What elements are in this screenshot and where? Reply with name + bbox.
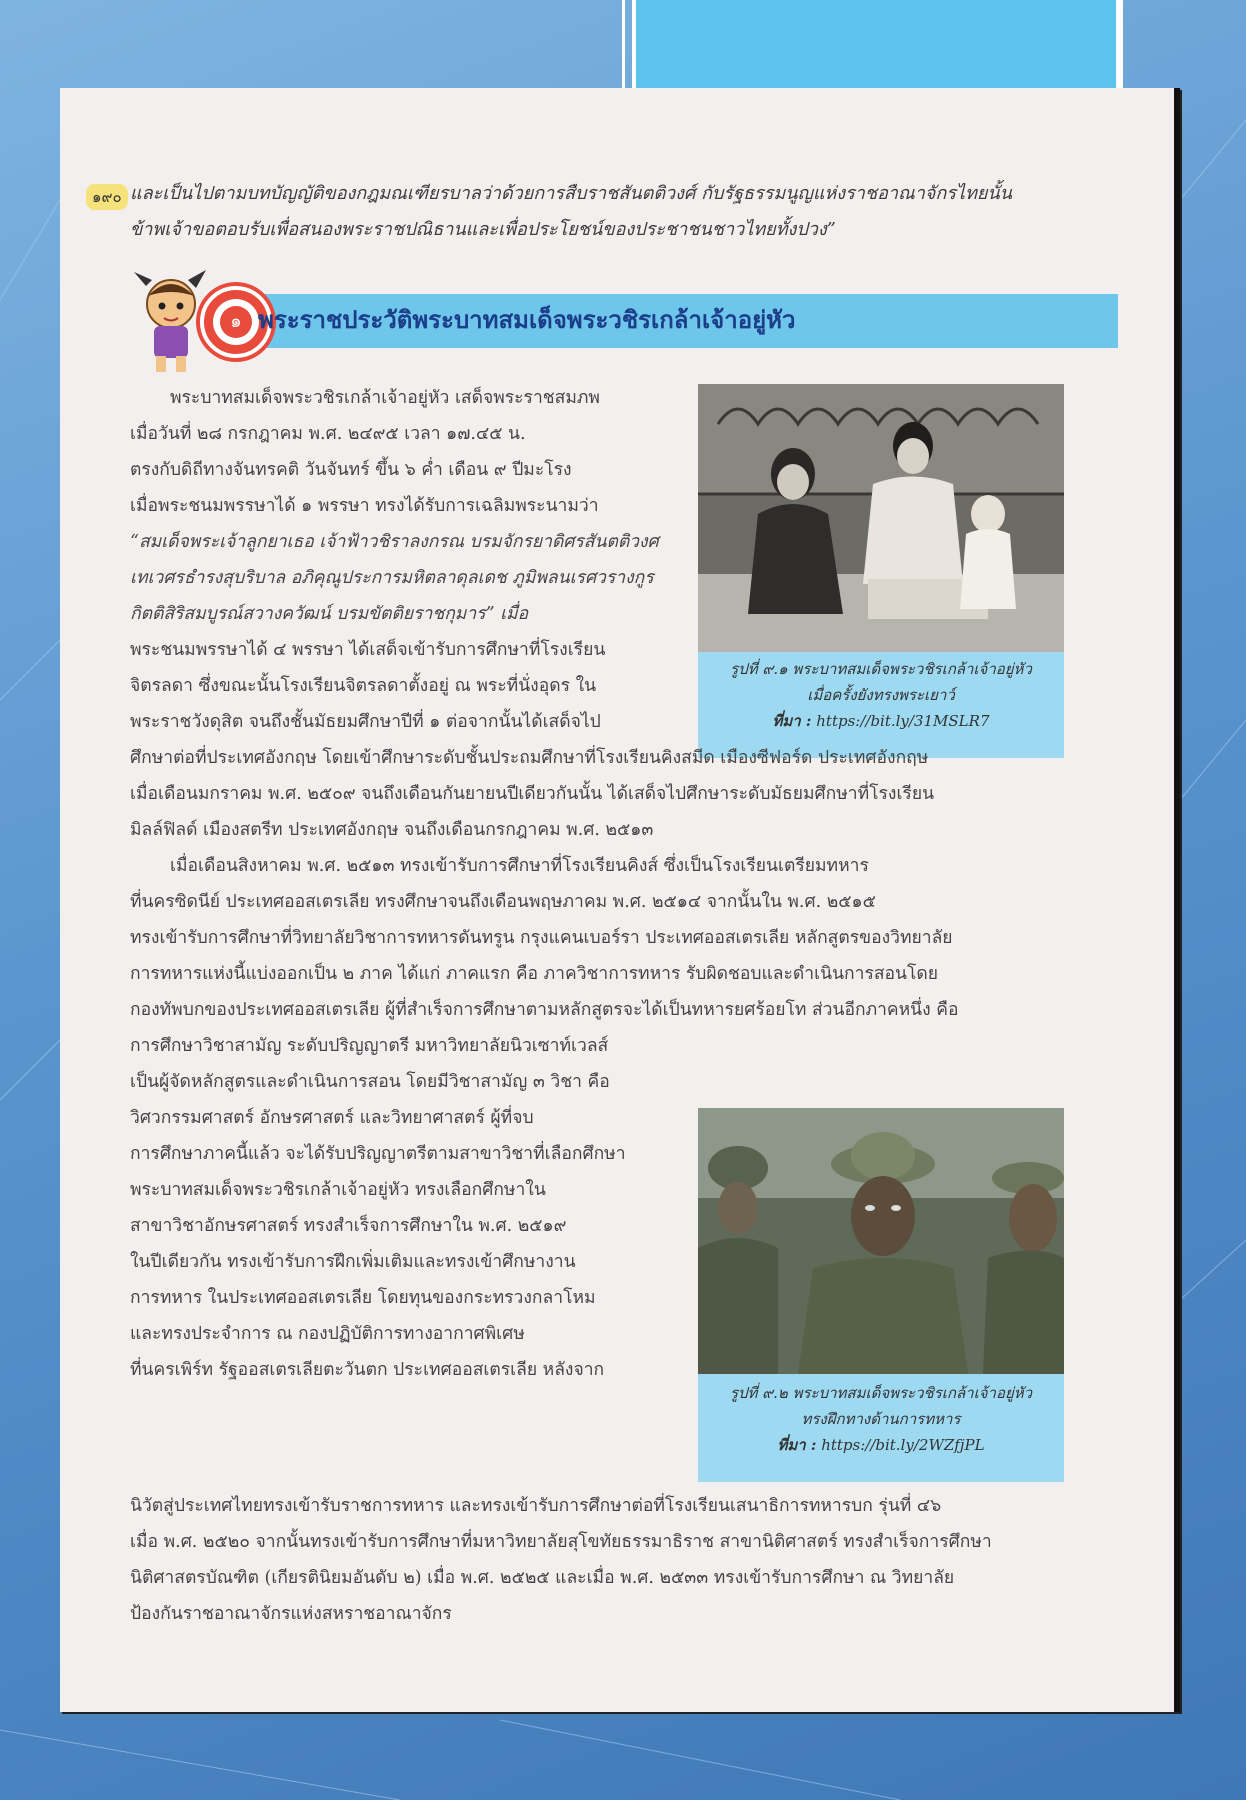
page-number: ๑๙๐ [86,184,128,210]
intro-quote [130,176,1120,248]
text-line: นิติศาสตรบัณฑิต (เกียรตินิยมอันดับ ๒) เมื่อ พ.ศ. ๒๕๒๕ และเมื่อ พ.ศ. ๒๕๓๓ ทรงเข้ารับการศึกษา ณ วิทยาลัย [130,1568,955,1588]
text-line: เมื่อวันที่ ๒๘ กรกฎาคม พ.ศ. ๒๔๙๕ เวลา ๑๗.๔๕ น. [130,424,526,444]
text-line: และทรงประจำการ ณ กองปฏิบัติการทางอากาศพิเศษ [130,1324,525,1344]
text-line: ที่นครเพิร์ท รัฐออสเตรเลียตะวันตก ประเทศออสเตรเลีย หลังจาก [130,1360,605,1380]
source-link[interactable]: https://bit.ly/31MSLR7 [816,712,990,730]
text-line: ทรงเข้ารับการศึกษาที่วิทยาลัยวิชาการทหารดันทรูน กรุงแคนเบอร์รา ประเทศออสเตรเลีย หลักสูตรของวิทยาลัย [130,928,953,948]
text-line: ป้องกันราชอาณาจักรแห่งสหราชอาณาจักร [130,1604,452,1624]
textbook-page [60,88,1180,1712]
text-line: จิตรลดา ซึ่งขณะนั้นโรงเรียนจิตรลดาตั้งอยู่ ณ พระที่นั่งอุดร ใน [130,676,597,696]
caption-source [698,1432,1064,1458]
text-line: ศึกษาต่อที่ประเทศอังกฤษ โดยเข้าศึกษาระดับชั้นประถมศึกษาที่โรงเรียนคิงสมีด เมืองซีฟอร์ด ประเทศอังกฤษ [130,748,929,768]
text-line: พระบาทสมเด็จพระวชิรเกล้าเจ้าอยู่หัว เสด็จพระราชสมภพ [170,388,600,408]
text-line: การทหารแห่งนี้แบ่งออกเป็น ๒ ภาค ได้แก่ ภาคแรก คือ ภาควิชาการทหาร รับผิดชอบและดำเนินการสอนโดย [130,964,939,984]
figure-1-caption [698,656,1064,734]
intro-line: ข้าพเจ้าขอตอบรับเพื่อสนองพระราชปณิธานและเพื่อประโยชน์ของประชาชนชาวไทยทั้งปวง” [130,219,836,240]
paragraph-2-column [130,1028,670,1388]
text-line: เมื่อ พ.ศ. ๒๕๒๐ จากนั้นทรงเข้ารับการศึกษาที่มหาวิทยาลัยสุโขทัยธรรมาธิราช สาขานิติศาสตร์ ทรงสำเร็จการศึกษา [130,1532,992,1552]
source-label: ที่มา : [777,1436,817,1454]
source-label: ที่มา : [772,712,812,730]
military-training-photo [698,1108,1064,1374]
figure-2-caption [698,1380,1064,1458]
text-line: วิศวกรรมศาสตร์ อักษรศาสตร์ และวิทยาศาสตร์ ผู้ที่จบ [130,1108,534,1128]
text-line: กองทัพบกของประเทศออสเตรเลีย ผู้ที่สำเร็จการศึกษาตามหลักสูตรจะได้เป็นทหารยศร้อยโท ส่วนอีกภาคหนึ่ง คือ [130,1000,959,1020]
text-line: การศึกษาภาคนี้แล้ว จะได้รับปริญญาตรีตามสาขาวิชาที่เลือกศึกษา [130,1144,626,1164]
text-line: การทหาร ในประเทศออสเตรเลีย โดยทุนของกระทรวงกลาโหม [130,1288,596,1308]
paragraph-2 [130,848,1120,1028]
text-line: เมื่อเดือนมกราคม พ.ศ. ๒๕๐๙ จนถึงเดือนกันยายนปีเดียวกันนั้น ได้เสด็จไปศึกษาระดับมัธยมศึกษาที่โรงเรียน [130,784,935,804]
text-line-royal-title: เทเวศรธำรงสุบริบาล อภิคุณูประการมหิตลาดุลเดช ภูมิพลนเรศวรางกูร [130,568,654,588]
section-number: ๑ [220,306,252,338]
text-line: นิวัตสู่ประเทศไทยทรงเข้ารับราชการทหาร และทรงเข้ารับการศึกษาต่อที่โรงเรียนเสนาธิการทหารบก รุ่นที่ ๔๖ [130,1496,942,1516]
text-line-royal-title: “สมเด็จพระเจ้าลูกยาเธอ เจ้าฟ้าวชิราลงกรณ บรมจักรยาดิศรสันตติวงศ [130,532,659,552]
intro-line: และเป็นไปตามบทบัญญัติของกฎมณเฑียรบาลว่าด้วยการสืบราชสันตติวงศ์ กับรัฐธรรมนูญแห่งราชอาณาจักรไทยนั้น [130,183,1012,204]
text-line: ตรงกับดิถีทางจันทรคติ วันจันทร์ ขึ้น ๖ ค่ำ เดือน ๙ ปีมะโรง [130,460,572,480]
paragraph-1-column [130,380,670,740]
caption-line: รูปที่ ๙.๒ พระบาทสมเด็จพระวชิรเกล้าเจ้าอยู่หัว [729,1384,1033,1402]
paragraph-1-continuation [130,740,1120,848]
figure-1 [698,384,1064,758]
text-line: พระชนมพรรษาได้ ๔ พรรษา ได้เสด็จเข้ารับการศึกษาที่โรงเรียน [130,640,606,660]
text-line: เมื่อเดือนสิงหาคม พ.ศ. ๒๕๑๓ ทรงเข้ารับการศึกษาที่โรงเรียนคิงส์ ซึ่งเป็นโรงเรียนเตรียมทหาร [170,856,869,876]
header-decoration [632,0,1120,88]
figure-2 [698,1108,1064,1482]
decoration-line [622,0,625,88]
text-line: มิลล์ฟิลด์ เมืองสตรีท ประเทศอังกฤษ จนถึงเดือนกรกฎาคม พ.ศ. ๒๕๑๓ [130,820,654,840]
caption-line: รูปที่ ๙.๑ พระบาทสมเด็จพระวชิรเกล้าเจ้าอยู่หัว [730,660,1032,678]
text-line: พระบาทสมเด็จพระวชิรเกล้าเจ้าอยู่หัว ทรงเลือกศึกษาใน [130,1180,546,1200]
text-line: ในปีเดียวกัน ทรงเข้ารับการฝึกเพิ่มเติมและทรงเข้าศึกษางาน [130,1252,576,1272]
text-line: พระราชวังดุสิต จนถึงชั้นมัธยมศึกษาปีที่ ๑ ต่อจากนั้นได้เสด็จไป [130,712,601,732]
text-line: ที่นครซิดนีย์ ประเทศออสเตรเลีย ทรงศึกษาจนถึงเดือนพฤษภาคม พ.ศ. ๒๕๑๔ จากนั้นใน พ.ศ. ๒๕๑๕ [130,892,876,912]
text-line: สาขาวิชาอักษรศาสตร์ ทรงสำเร็จการศึกษาใน พ.ศ. ๒๕๑๙ [130,1216,567,1236]
caption-line: ทรงฝึกทางด้านการทหาร [801,1410,961,1428]
source-link[interactable]: https://bit.ly/2WZfjPL [821,1436,985,1454]
paragraph-2-continuation [130,1488,1120,1632]
caption-line: เมื่อครั้งยังทรงพระเยาว์ [807,686,955,704]
text-line-royal-title: กิตติสิริสมบูรณ์สวางควัฒน์ บรมขัตติยราชกุมาร” เมื่อ [130,604,529,624]
section-title: พระราชประวัติพระบาทสมเด็จพระวชิรเกล้าเจ้าอยู่หัว [258,306,796,334]
caption-source [698,708,1064,734]
decoration-line [1120,0,1123,88]
text-line: เป็นผู้จัดหลักสูตรและดำเนินการสอน โดยมีวิชาสามัญ ๓ วิชา คือ [130,1072,610,1092]
text-line: การศึกษาวิชาสามัญ ระดับปริญญาตรี มหาวิทยาลัยนิวเซาท์เวลส์ [130,1036,609,1056]
text-line: เมื่อพระชนมพรรษาได้ ๑ พรรษา ทรงได้รับการเฉลิมพระนามว่า [130,496,599,516]
royal-family-photo [698,384,1064,652]
